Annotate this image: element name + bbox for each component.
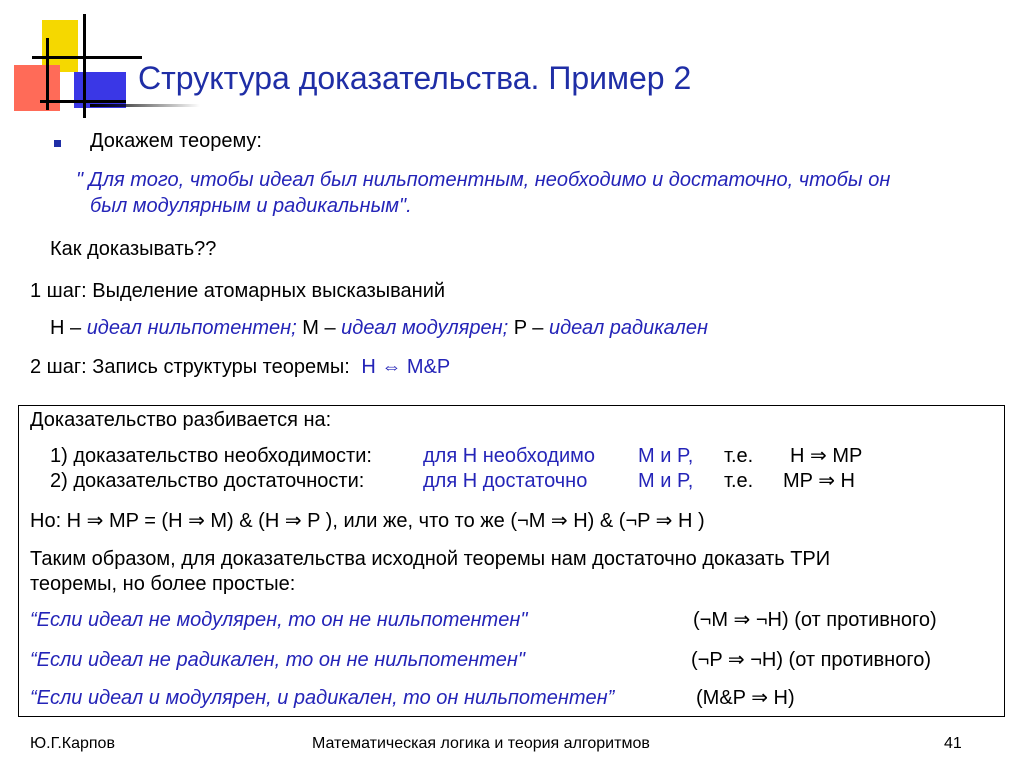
necessity-label: 1) доказательство необходимости: [50, 445, 372, 467]
thus-line-2: теоремы, но более простые: [30, 573, 296, 595]
how-text: Как доказывать?? [50, 238, 217, 260]
necessity-formula: H ⇒ MP [790, 445, 863, 467]
logo-line [32, 56, 142, 59]
theorem-2: “Если идеал не радикален, то он не нильпотентен" [30, 649, 525, 671]
atomic-statements [50, 316, 708, 340]
h-meaning: идеал нильпотентен; [86, 317, 297, 339]
logo-line [40, 100, 126, 103]
sufficiency-condition: для H достаточно [423, 470, 588, 492]
theorem-3-formula: (M&P ⇒ H) [696, 687, 795, 709]
sufficiency-mp: M и P, [638, 470, 694, 492]
page-number: 41 [944, 735, 962, 752]
bullet-icon [54, 140, 61, 147]
theorem-line-2: был модулярным и радикальным". [90, 195, 412, 217]
theorem-line-1: " Для того, чтобы идеал был нильпотентным, необходимо и достаточно, чтобы он [76, 169, 891, 191]
prove-text: Докажем теорему: [90, 130, 262, 152]
step1-heading: 1 шаг: Выделение атомарных высказываний [30, 280, 446, 302]
necessity-mp: M и P, [638, 445, 694, 467]
theorem-1-formula: (¬M ⇒ ¬H) (от противного) [693, 609, 937, 631]
step2-formula: H ⇔ M&P [361, 356, 451, 378]
slide-title: Структура доказательства. Пример 2 [138, 60, 692, 96]
footer-course: Математическая логика и теория алгоритмов [312, 735, 650, 752]
logo-red-square [14, 65, 60, 111]
sufficiency-formula: MP ⇒ H [783, 470, 855, 492]
p-symbol: P – [513, 317, 544, 339]
but-line: Но: H ⇒ MP = (H ⇒ M) & (H ⇒ P ), или же, что то же (¬M ⇒ H) & (¬P ⇒ H ) [30, 510, 705, 532]
step2-heading: 2 шаг: Запись структуры теоремы: [30, 356, 350, 378]
title-underline [90, 104, 200, 107]
necessity-condition: для H необходимо [423, 445, 595, 467]
necessity-ie: т.е. [724, 445, 754, 467]
m-meaning: идеал модулярен; [341, 317, 509, 339]
thus-line-1: Таким образом, для доказательства исходной теоремы нам достаточно доказать ТРИ [30, 548, 831, 570]
h-symbol: H – [50, 317, 82, 339]
theorem-3: “Если идеал и модулярен, и радикален, то он нильпотентен” [30, 687, 615, 709]
sufficiency-ie: т.е. [724, 470, 754, 492]
split-text: Доказательство разбивается на: [30, 409, 332, 431]
sufficiency-label: 2) доказательство достаточности: [50, 470, 365, 492]
footer-author: Ю.Г.Карпов [30, 735, 115, 752]
theorem-2-formula: (¬P ⇒ ¬H) (от противного) [691, 649, 931, 671]
step2-line [30, 355, 450, 379]
theorem-1: “Если идеал не модулярен, то он не нильпотентен" [30, 609, 528, 631]
m-symbol: M – [302, 317, 336, 339]
p-meaning: идеал радикален [548, 317, 708, 339]
